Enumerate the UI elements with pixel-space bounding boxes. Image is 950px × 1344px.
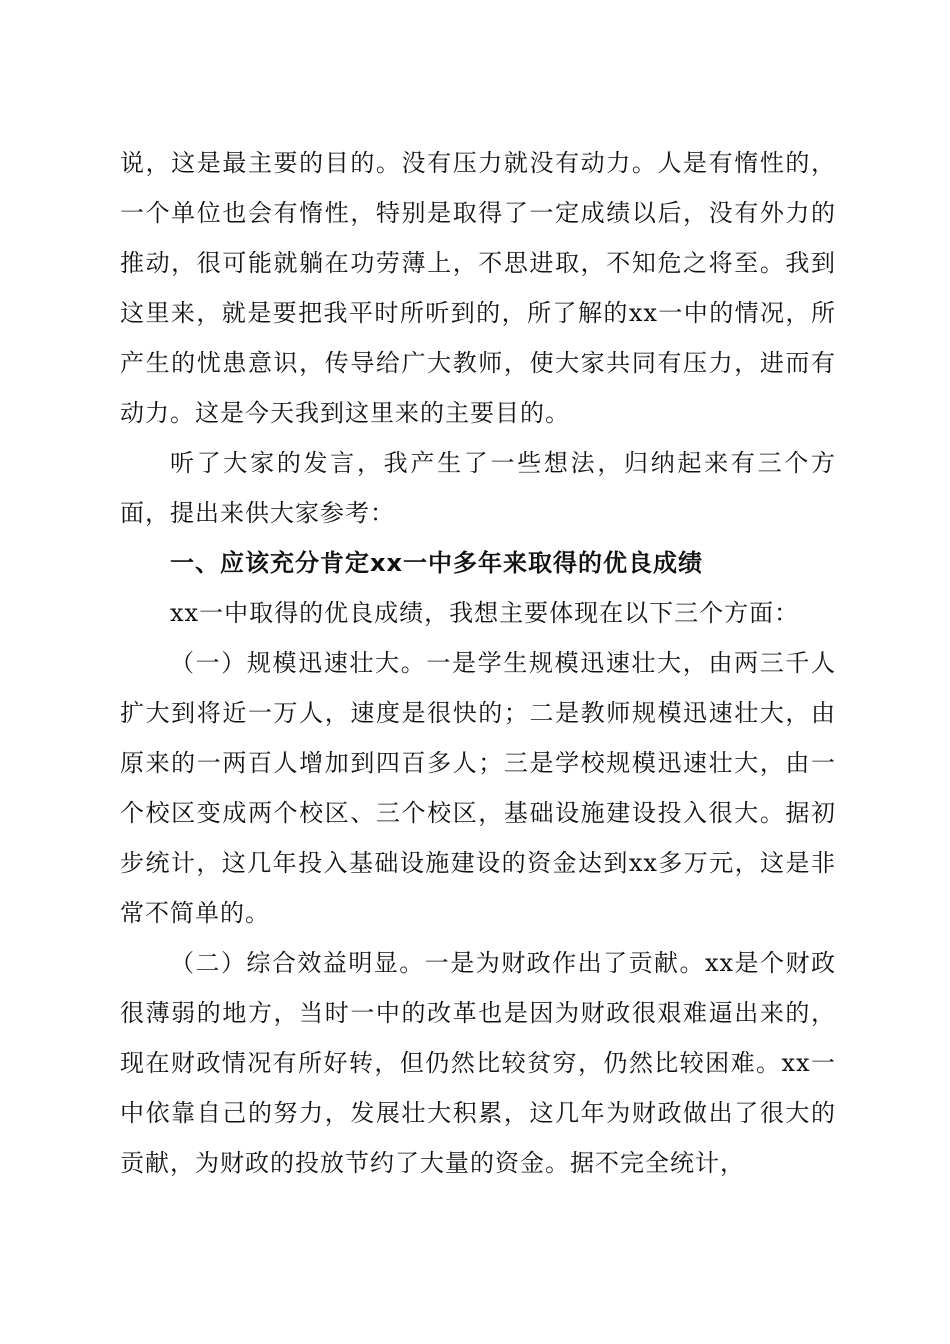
paragraph-summary: xx一中取得的优良成绩，我想主要体现在以下三个方面：: [170, 599, 800, 627]
paragraph-scale: （一）规模迅速壮大。一是学生规模迅速壮大，由两三千人扩大到将近一万人，速度是很快的；二是教师规模迅速壮大，由原来的一两百人增加到四百多人；三是学校规模迅速壮大，由一个校区变成两个校区、三个校区，基础设施建设投入很大。据初步统计，这几年投入基础设施建设的资金达到xx多万元，这是非常不简单的。: [120, 649, 836, 927]
paragraph-benefits: （二）综合效益明显。一是为财政作出了贡献。xx是个财政很薄弱的地方，当时一中的改革也是因为财政很艰难逼出来的，现在财政情况有所好转，但仍然比较贫穷，仍然比较困难。xx一中依靠自己的努力，发展壮大积累，这几年为财政做出了很大的贡献，为财政的投放节约了大量的资金。据不完全统计，: [120, 949, 836, 1177]
paragraph-continuation: 说，这是最主要的目的。没有压力就没有动力。人是有惰性的，一个单位也会有惰性，特别是取得了一定成绩以后，没有外力的推动，很可能就躺在功劳薄上，不思进取，不知危之将至。我到这里来，就是要把我平时所听到的，所了解的xx一中的情况，所产生的忧患意识，传导给广大教师，使大家共同有压力，进而有动力。这是今天我到这里来的主要目的。: [120, 149, 836, 427]
document-body: [120, 138, 836, 1188]
paragraph-intro: 听了大家的发言，我产生了一些想法，归纳起来有三个方面，提出来供大家参考：: [120, 449, 836, 527]
section-heading: 一、应该充分肯定xx一中多年来取得的优良成绩: [170, 549, 703, 577]
